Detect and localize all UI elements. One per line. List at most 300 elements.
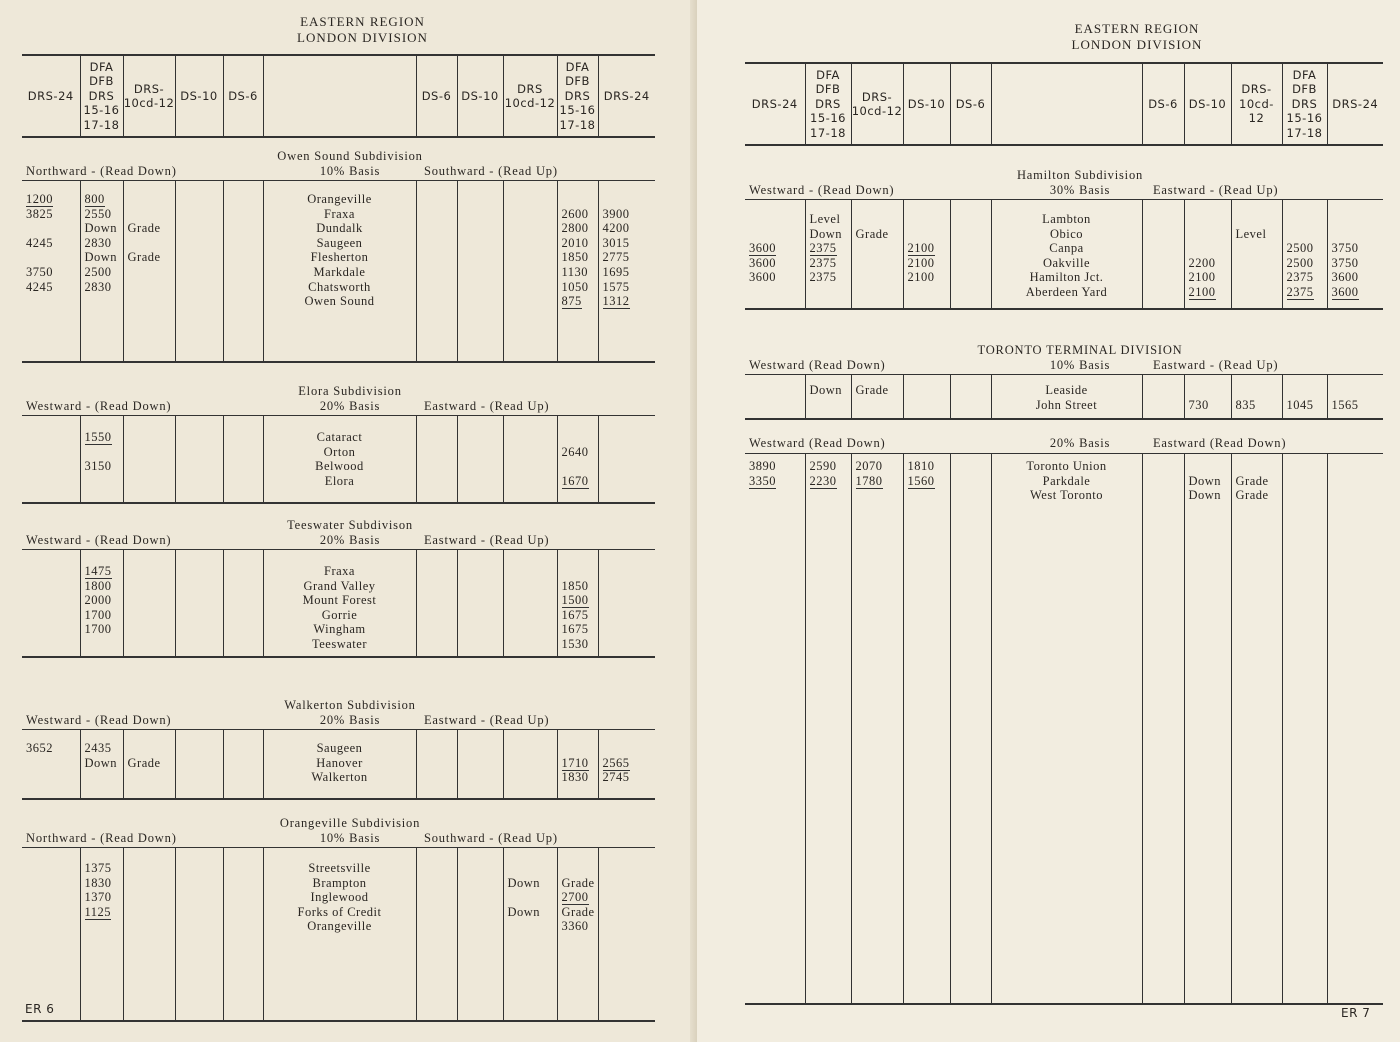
table-cell: [81, 756, 123, 771]
column-header-cell: [991, 64, 1142, 144]
cell-text: Brampton: [312, 875, 367, 890]
table-cell: [1232, 398, 1282, 413]
table-column: [903, 200, 950, 308]
table-cell: [124, 445, 175, 460]
station-name: [264, 250, 416, 265]
table-column: [123, 848, 175, 1020]
table-column: [851, 200, 903, 308]
section-title: [22, 816, 655, 847]
table-column: [80, 181, 123, 361]
table-cell: [1328, 212, 1384, 227]
table-cell: [558, 192, 598, 207]
table-column: [598, 416, 655, 502]
table-cell: [1283, 488, 1327, 503]
table-cell: [504, 622, 557, 637]
table-cell: [81, 474, 123, 489]
cell-text: 1695: [602, 264, 630, 279]
region-title: EASTERN REGION: [1074, 21, 1200, 36]
table-cell: [1185, 285, 1231, 300]
table-column: [557, 416, 598, 502]
table-column: [903, 375, 950, 418]
table-cell: [504, 919, 557, 934]
table-cell: [1283, 474, 1327, 489]
cell-text: 875: [561, 294, 582, 309]
table-cell: [504, 861, 557, 876]
table-cell: [458, 770, 503, 785]
table-column: [851, 375, 903, 418]
table-cell: [224, 741, 263, 756]
cell-text: Grade: [1235, 488, 1269, 503]
table-column: [557, 848, 598, 1020]
cell-text: Down: [84, 755, 118, 770]
cell-text: 1710: [561, 755, 589, 770]
table-cell: [951, 241, 991, 256]
table-cell: [22, 861, 80, 876]
table-cell: [1143, 227, 1184, 242]
station-name: [264, 265, 416, 280]
table-cell: [558, 459, 598, 474]
cell-text: Orangeville: [307, 192, 372, 206]
station-name: [992, 227, 1142, 242]
table-cell: [224, 564, 263, 579]
table-column: [1231, 375, 1282, 418]
table-cell: [176, 890, 223, 905]
table-cell: [458, 430, 503, 445]
table-column: [263, 416, 416, 502]
table-cell: [417, 207, 457, 222]
table-cell: [1328, 270, 1384, 285]
table-column: [175, 181, 223, 361]
cell-text: 1850: [561, 250, 589, 265]
table-cell: [504, 280, 557, 295]
station-name: [992, 256, 1142, 271]
table-cell: [124, 221, 175, 236]
table-cell: [951, 270, 991, 285]
cell-text: 1045: [1286, 397, 1314, 412]
cell-text: 1550: [84, 430, 112, 444]
table-cell: [176, 474, 223, 489]
station-name: [264, 741, 416, 756]
table-cell: [558, 593, 598, 608]
cell-text: Walkerton: [311, 770, 368, 785]
table-cell: [1143, 256, 1184, 271]
table-column: [950, 454, 991, 1003]
table-cell: [224, 236, 263, 251]
table-cell: [176, 579, 223, 594]
table-column: [263, 730, 416, 798]
table-cell: [417, 221, 457, 236]
direction-left: Westward (Read Down): [749, 436, 886, 450]
table-column: [991, 200, 1142, 308]
cell-text: 3750: [26, 264, 53, 279]
table-cell: [458, 221, 503, 236]
table-cell: [558, 430, 598, 445]
cell-text: 3360: [561, 919, 589, 934]
table-cell: [599, 593, 656, 608]
grade-basis: 10% Basis: [319, 164, 381, 178]
cell-text: 2700: [561, 890, 589, 905]
cell-text: Saugeen: [316, 235, 363, 250]
table-cell: [1232, 474, 1282, 489]
station-name: [264, 876, 416, 891]
table-column: [223, 848, 263, 1020]
table-cell: [124, 890, 175, 905]
cell-text: Leaside: [1045, 383, 1088, 397]
timetable-body: [745, 199, 1383, 310]
table-cell: [745, 227, 805, 242]
table-cell: [22, 622, 80, 637]
table-cell: [417, 622, 457, 637]
cell-text: 2640: [561, 444, 589, 459]
cell-text: John Street: [1035, 397, 1098, 412]
table-cell: [904, 398, 950, 413]
table-cell: [558, 474, 598, 489]
cell-text: 2375: [1286, 284, 1314, 299]
table-cell: [1143, 488, 1184, 503]
table-cell: [22, 445, 80, 460]
table-cell: [806, 459, 851, 474]
table-cell: [458, 207, 503, 222]
table-cell: [224, 207, 263, 222]
table-cell: [81, 459, 123, 474]
table-cell: [852, 474, 903, 489]
table-cell: [599, 905, 656, 920]
table-cell: [504, 770, 557, 785]
table-column: [1327, 200, 1383, 308]
table-cell: [458, 265, 503, 280]
cell-text: 2565: [602, 755, 630, 770]
table-cell: [1328, 227, 1384, 242]
cell-text: 2375: [809, 255, 837, 270]
table-cell: [1143, 285, 1184, 300]
table-cell: [417, 905, 457, 920]
cell-text: Grade: [855, 383, 889, 397]
cell-text: 835: [1235, 397, 1256, 412]
table-cell: [852, 212, 903, 227]
cell-text: 3652: [26, 741, 53, 755]
table-cell: [504, 459, 557, 474]
table-cell: [417, 593, 457, 608]
table-cell: [599, 192, 656, 207]
table-cell: [745, 474, 805, 489]
section-title: [22, 518, 655, 549]
station-name: [264, 294, 416, 309]
table-cell: [458, 192, 503, 207]
table-cell: [504, 579, 557, 594]
column-header-cell: DFA DFB DRS 15-16 17-18: [80, 56, 123, 136]
table-cell: [224, 905, 263, 920]
table-cell: [81, 280, 123, 295]
table-cell: [124, 280, 175, 295]
table-cell: [852, 227, 903, 242]
station-name: [992, 474, 1142, 489]
table-cell: [904, 241, 950, 256]
table-column: [175, 416, 223, 502]
column-header-cell: DRS 10cd-12: [503, 56, 557, 136]
table-cell: [1283, 241, 1327, 256]
table-column: [123, 416, 175, 502]
cell-text: 3890: [749, 459, 776, 473]
table-cell: [22, 919, 80, 934]
table-cell: [904, 474, 950, 489]
cell-text: 3350: [749, 473, 776, 488]
table-cell: [458, 459, 503, 474]
cell-text: 3600: [1331, 284, 1359, 299]
table-cell: [558, 919, 598, 934]
toronto-terminal-20-basis: [745, 435, 1383, 1005]
station-name: [264, 221, 416, 236]
table-column: [950, 375, 991, 418]
table-cell: [904, 459, 950, 474]
table-cell: [852, 256, 903, 271]
table-column: [503, 550, 557, 656]
table-cell: [1232, 488, 1282, 503]
cell-text: 2590: [809, 459, 837, 473]
cell-text: 1375: [84, 861, 112, 875]
section-title: [745, 435, 1383, 453]
cell-text: Aberdeen Yard: [1025, 284, 1108, 299]
cell-text: Fraxa: [324, 564, 355, 578]
table-cell: [1143, 383, 1184, 398]
table-cell: [1232, 383, 1282, 398]
column-header-cell: DS-6: [1142, 64, 1184, 144]
table-cell: [745, 241, 805, 256]
direction-left: Northward - (Read Down): [26, 831, 177, 845]
cell-text: Hanover: [316, 755, 363, 770]
table-cell: [458, 890, 503, 905]
table-cell: [81, 236, 123, 251]
table-cell: [417, 236, 457, 251]
table-column: [598, 550, 655, 656]
table-cell: [1185, 383, 1231, 398]
table-cell: [22, 265, 80, 280]
cell-text: 2745: [602, 770, 630, 785]
table-cell: [504, 445, 557, 460]
cell-text: 1670: [561, 473, 589, 488]
cell-text: 2830: [84, 279, 112, 294]
column-header-cell: DRS- 10cd-12: [123, 56, 175, 136]
table-cell: [1143, 474, 1184, 489]
table-cell: [224, 474, 263, 489]
table-cell: [504, 474, 557, 489]
column-header-cell: DRS-24: [27, 88, 74, 103]
cell-text: Parkdale: [1042, 473, 1091, 488]
owen-sound-subdivision: [22, 149, 655, 363]
cell-text: Down: [1188, 488, 1222, 503]
table-cell: [806, 383, 851, 398]
table-cell: [458, 622, 503, 637]
station-name: [264, 445, 416, 460]
table-cell: [599, 221, 656, 236]
table-cell: [124, 861, 175, 876]
station-name: [264, 637, 416, 652]
table-cell: [224, 265, 263, 280]
cell-text: Saugeen: [316, 741, 363, 755]
table-cell: [904, 285, 950, 300]
table-cell: [458, 593, 503, 608]
table-cell: [504, 250, 557, 265]
table-cell: [504, 756, 557, 771]
station-name: [264, 236, 416, 251]
table-cell: [124, 770, 175, 785]
cell-text: 1125: [84, 904, 112, 919]
table-column: [805, 200, 851, 308]
table-cell: [504, 236, 557, 251]
table-cell: [558, 770, 598, 785]
cell-text: 2230: [809, 473, 837, 488]
table-cell: [224, 192, 263, 207]
table-cell: [81, 637, 123, 652]
cell-text: Down: [84, 250, 118, 265]
table-cell: [124, 622, 175, 637]
table-cell: [458, 637, 503, 652]
station-name: [264, 756, 416, 771]
table-cell: [417, 430, 457, 445]
table-cell: [224, 861, 263, 876]
table-cell: [417, 280, 457, 295]
table-cell: [599, 608, 656, 623]
table-cell: [22, 207, 80, 222]
station-name: [264, 192, 416, 207]
table-cell: [81, 876, 123, 891]
table-column: [123, 730, 175, 798]
right-page: [697, 0, 1400, 1042]
table-cell: [176, 622, 223, 637]
table-cell: [417, 770, 457, 785]
station-name: [264, 207, 416, 222]
cell-text: Elora: [324, 473, 355, 488]
subdivision-name: Elora Subdivision: [298, 384, 402, 398]
table-cell: [904, 383, 950, 398]
table-column: [851, 454, 903, 1003]
direction-left: Westward - (Read Down): [26, 399, 172, 413]
table-column: [557, 730, 598, 798]
table-cell: [224, 459, 263, 474]
cell-text: 2100: [1188, 284, 1216, 299]
table-cell: [224, 430, 263, 445]
table-cell: [417, 579, 457, 594]
cell-text: Owen Sound: [304, 294, 375, 309]
cell-text: Level: [1235, 226, 1267, 241]
table-cell: [1328, 398, 1384, 413]
direction-left: Westward - (Read Down): [749, 183, 895, 197]
table-cell: [1185, 488, 1231, 503]
table-cell: [81, 770, 123, 785]
table-cell: [22, 280, 80, 295]
table-cell: [558, 280, 598, 295]
cell-text: 2600: [561, 206, 589, 221]
table-cell: [504, 741, 557, 756]
table-cell: [1283, 383, 1327, 398]
table-cell: [417, 890, 457, 905]
table-cell: [745, 256, 805, 271]
table-cell: [417, 265, 457, 280]
cell-text: Lambton: [1042, 212, 1091, 226]
table-cell: [124, 236, 175, 251]
table-cell: [417, 459, 457, 474]
column-header-cell: DS-6: [416, 56, 457, 136]
table-cell: [81, 861, 123, 876]
table-cell: [124, 207, 175, 222]
table-column: [950, 200, 991, 308]
section-title: [745, 168, 1383, 199]
cell-text: 1312: [602, 294, 630, 309]
cell-text: 2550: [84, 206, 112, 221]
elora-subdivision: [22, 384, 655, 504]
table-cell: [599, 741, 656, 756]
table-column: [1282, 200, 1327, 308]
station-name: [992, 459, 1142, 474]
station-name: [264, 770, 416, 785]
station-name: [264, 430, 416, 445]
cell-text: Wingham: [313, 622, 366, 637]
direction-right: Southward - (Read Up): [424, 164, 558, 178]
table-cell: [1185, 256, 1231, 271]
cell-text: Fraxa: [324, 206, 355, 221]
cell-text: Belwood: [315, 459, 364, 474]
table-cell: [224, 756, 263, 771]
table-cell: [852, 459, 903, 474]
cell-text: Orton: [323, 444, 356, 459]
cell-text: 1500: [561, 593, 589, 608]
timetable-body: [22, 180, 655, 363]
table-cell: [1283, 256, 1327, 271]
cell-text: 1830: [561, 770, 589, 785]
cell-text: 730: [1188, 397, 1209, 412]
table-cell: [558, 564, 598, 579]
cell-text: 2375: [1286, 270, 1314, 285]
table-column: [503, 848, 557, 1020]
cell-text: 2100: [907, 270, 935, 285]
table-cell: [951, 398, 991, 413]
direction-right: Eastward (Read Down): [1153, 436, 1287, 450]
table-cell: [224, 445, 263, 460]
table-cell: [951, 459, 991, 474]
table-cell: [806, 256, 851, 271]
table-cell: [22, 637, 80, 652]
region-title: EASTERN REGION: [300, 14, 425, 29]
table-cell: [1232, 256, 1282, 271]
cell-text: Dundalk: [316, 221, 363, 236]
table-cell: [558, 265, 598, 280]
table-column: [598, 848, 655, 1020]
cell-text: 3900: [602, 206, 630, 221]
table-column: [745, 200, 805, 308]
grade-basis: 20% Basis: [319, 399, 381, 413]
table-cell: [806, 270, 851, 285]
table-cell: [81, 741, 123, 756]
table-cell: [81, 564, 123, 579]
cell-text: 3600: [749, 255, 776, 270]
table-column: [416, 730, 457, 798]
table-cell: [224, 876, 263, 891]
table-column: [123, 550, 175, 656]
table-cell: [558, 741, 598, 756]
table-cell: [558, 236, 598, 251]
table-column: [263, 181, 416, 361]
table-cell: [599, 459, 656, 474]
station-name: [992, 270, 1142, 285]
station-name: [992, 212, 1142, 227]
cell-text: Hamilton Jct.: [1029, 270, 1104, 285]
table-column: [1231, 454, 1282, 1003]
table-cell: [1232, 212, 1282, 227]
cell-text: Grade: [561, 875, 595, 890]
cell-text: Inglewood: [310, 890, 369, 905]
table-cell: [124, 756, 175, 771]
cell-text: 2375: [809, 270, 837, 285]
table-cell: [224, 579, 263, 594]
